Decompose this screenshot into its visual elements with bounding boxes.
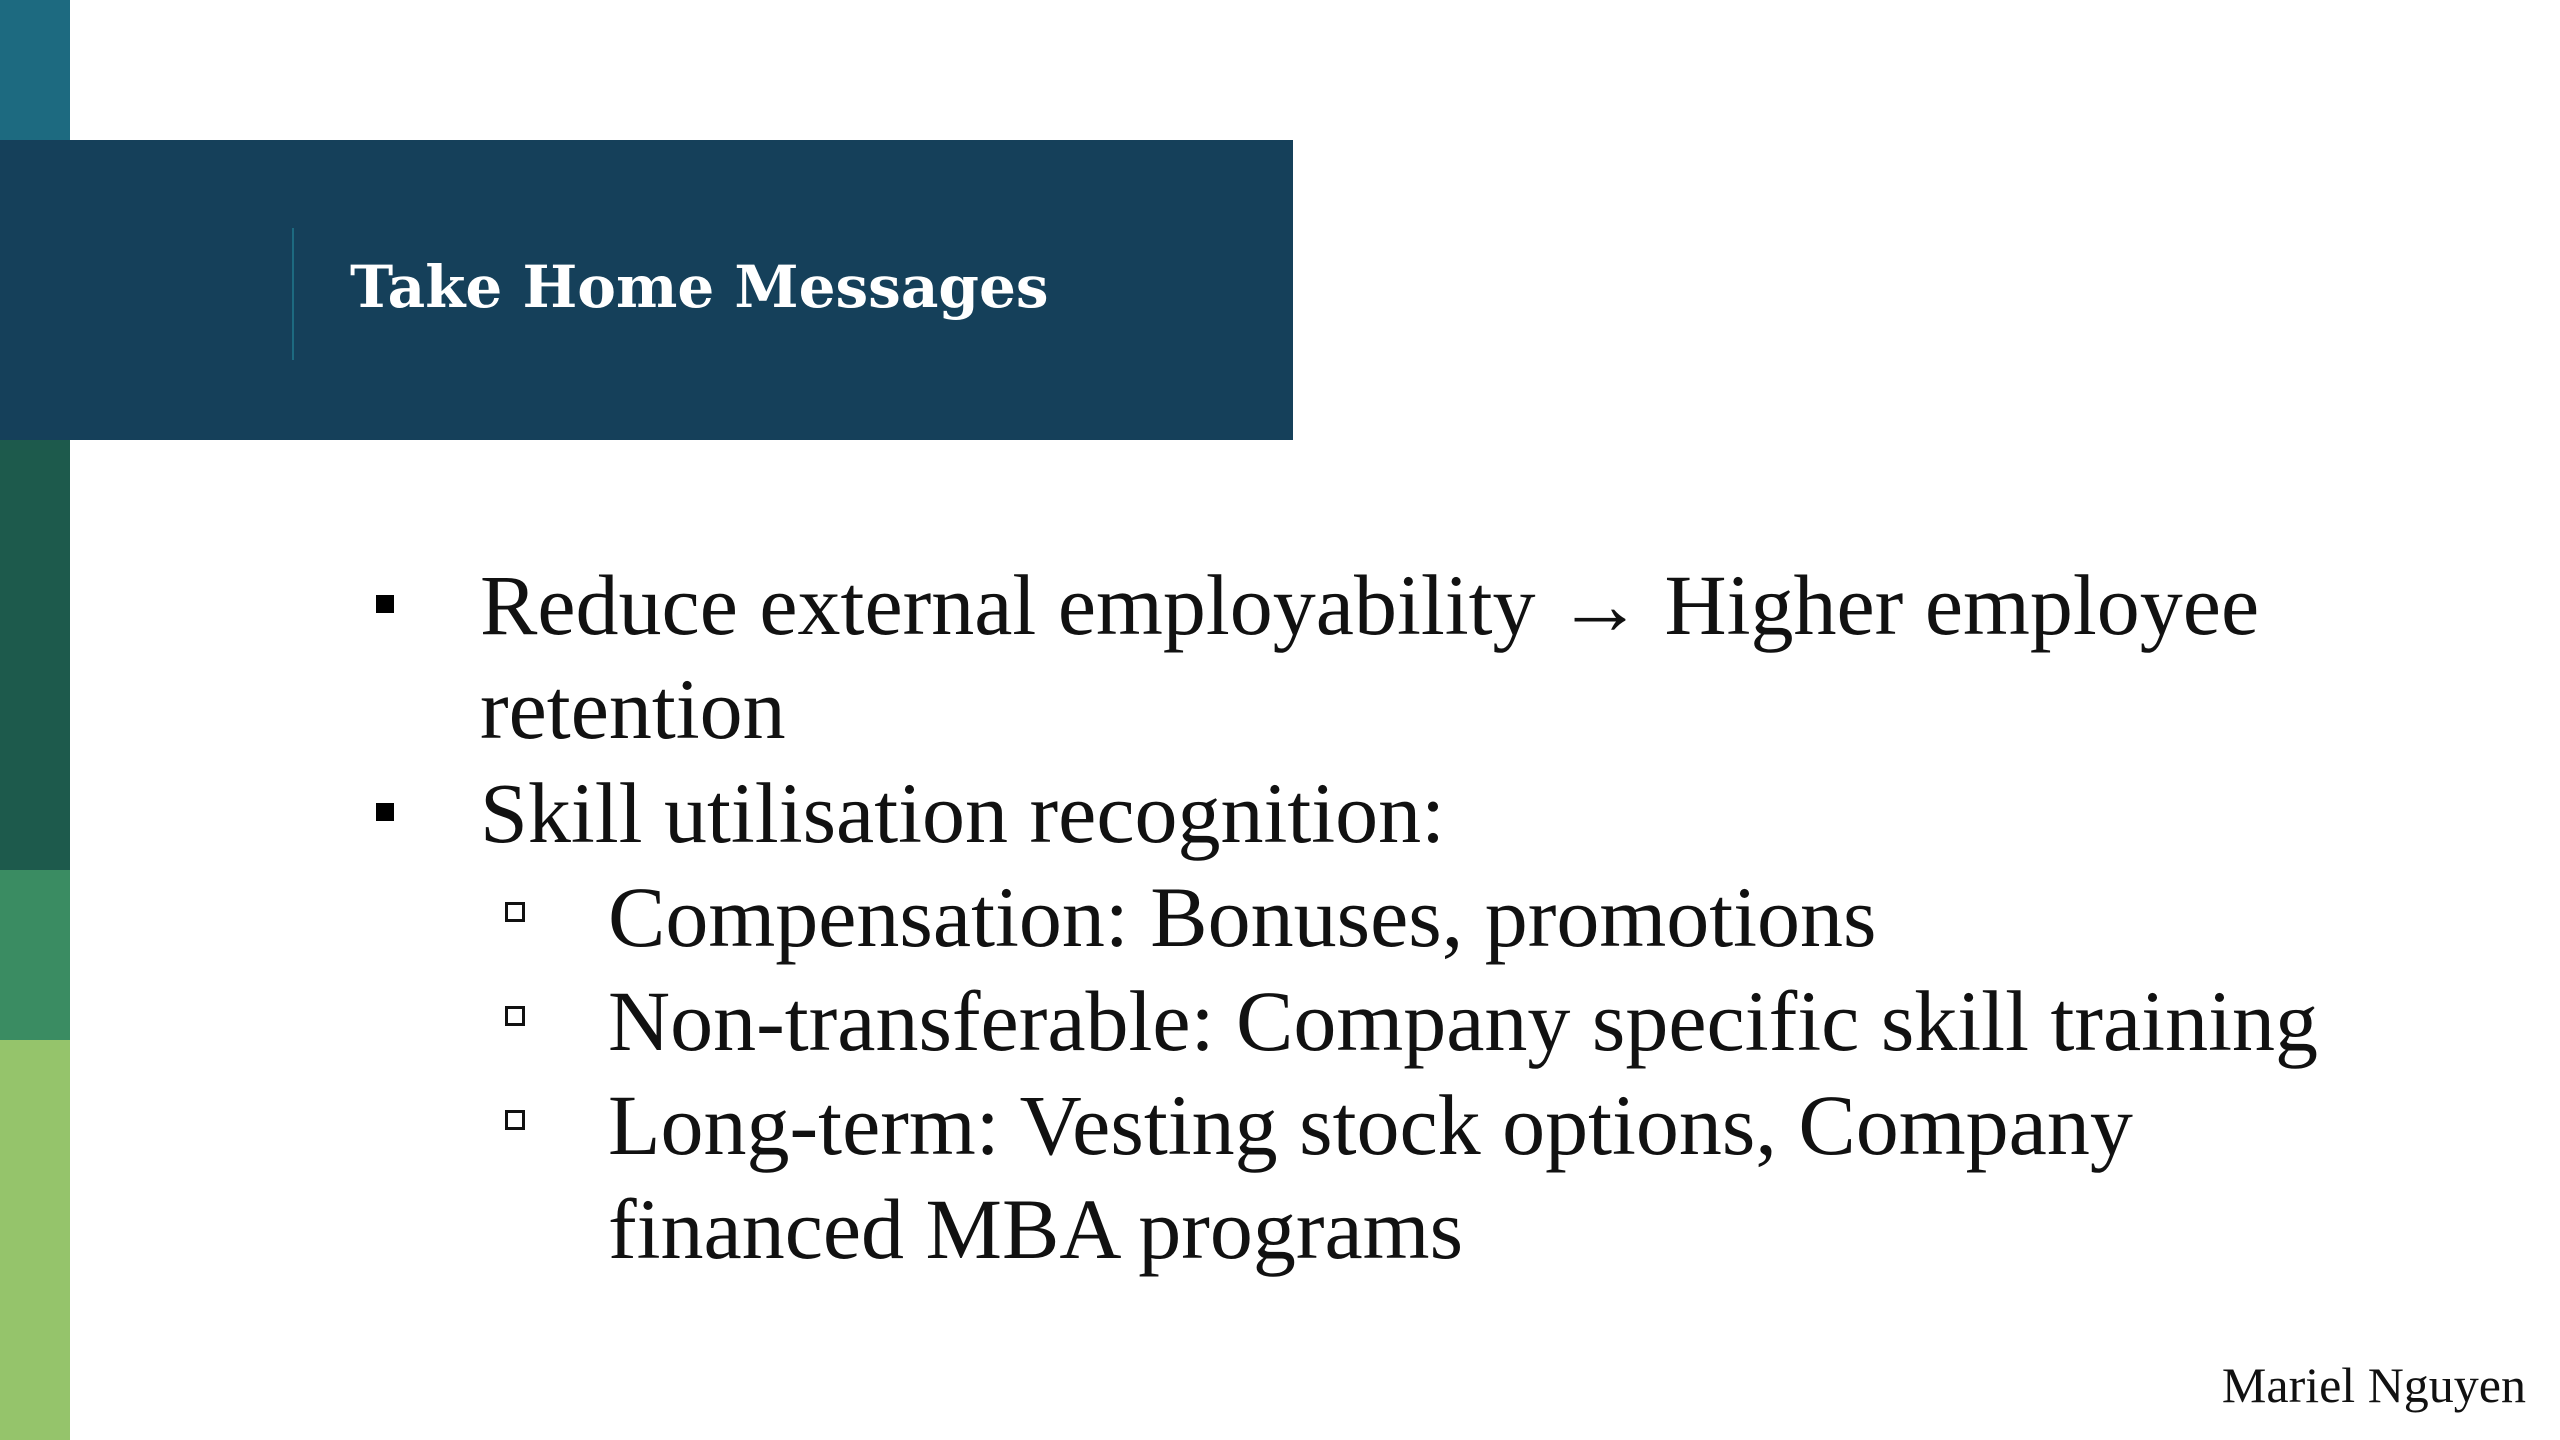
- bullet-2-line-1: Skill utilisation recognition:: [480, 765, 1446, 861]
- sub-bullet-marker: [505, 1006, 525, 1026]
- sub-bullet-marker: [505, 902, 525, 922]
- bullet-1-line-2: retention: [480, 661, 786, 757]
- sub-bullet-marker: [505, 1110, 525, 1130]
- sub-bullet-2: Non-transferable: Company specific skill training: [608, 973, 2318, 1069]
- author-footer: Mariel Nguyen: [2221, 1357, 2526, 1413]
- bullet-1-line-1: Reduce external employability → Higher employee: [480, 557, 2260, 653]
- sub-bullet-3-line-2: financed MBA programs: [608, 1181, 1464, 1277]
- sub-bullet-3-line-1: Long-term: Vesting stock options, Company: [608, 1077, 2133, 1173]
- bullet-marker: [376, 803, 394, 821]
- slide-title: Take Home Messages: [350, 253, 1049, 321]
- bullet-marker: [376, 595, 394, 613]
- sub-bullet-1: Compensation: Bonuses, promotions: [608, 869, 1877, 965]
